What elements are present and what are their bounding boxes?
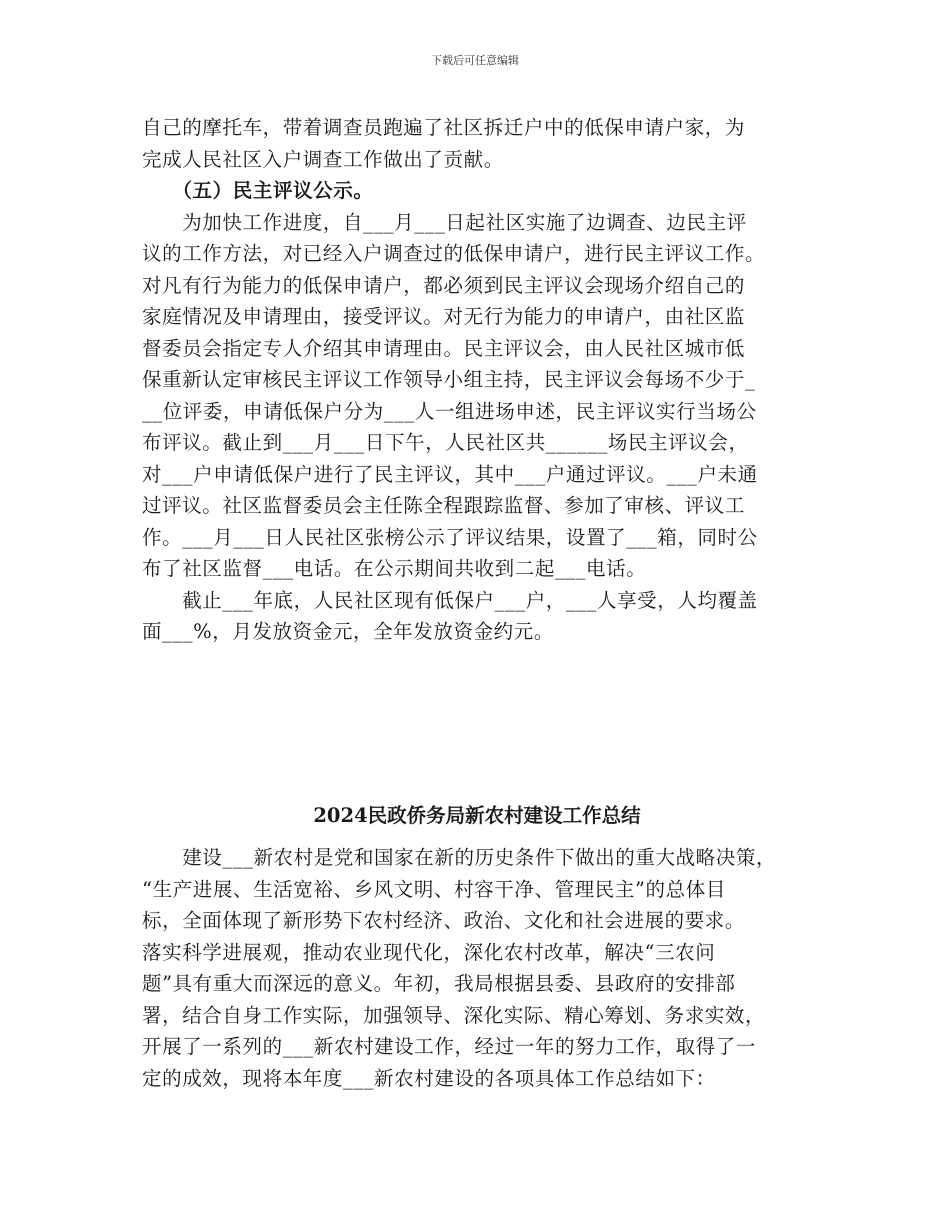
paragraph-line: 为加快工作进度，自___月___日起社区实施了边调查、边民主评 xyxy=(142,210,747,234)
paragraph-line: __位评委，申请低保户分为___人一组进场申述，民主评议实行当场公 xyxy=(142,399,757,423)
paragraph-line: 建设___新农村是党和国家在新的历史条件下做出的重大战略决策， xyxy=(142,846,777,869)
paragraph-line: “生产进展、生活宽裕、乡风文明、村容干净、管理民主”的总体目 xyxy=(142,877,726,901)
paragraph-line: 开展了一系列的___新农村建设工作，经过一年的努力工作，取得了一 xyxy=(142,1035,756,1058)
paragraph-line: 布了社区监督___电话。在公示期间共收到二起___电话。 xyxy=(142,557,647,580)
summary-body xyxy=(142,842,812,1094)
paragraph-line: 定的成效，现将本年度___新农村建设的各项具体工作总结如下： xyxy=(142,1066,716,1090)
section-democratic-review xyxy=(142,112,812,648)
paragraph-line: 过评议。社区监督委员会主任陈全程跟踪监督、参加了审核、评议工 xyxy=(142,494,746,517)
paragraph-line: 议的工作方法，对已经入户调查过的低保申请户，进行民主评议工作。 xyxy=(142,242,766,265)
paragraph-line: 完成人民社区入户调查工作做出了贡献。 xyxy=(142,147,504,171)
paragraph-line: 作。___月___日人民社区张榜公示了评议结果，设置了___箱，同时公 xyxy=(142,525,758,549)
section-heading: （五）民主评议公示。 xyxy=(142,179,374,202)
paragraph-line: 对___户申请低保户进行了民主评议，其中___户通过评议。___户未通 xyxy=(142,462,758,486)
document-title: 2024民政侨务局新农村建设工作总结 xyxy=(313,804,641,827)
paragraph-line: 布评议。截止到___月___日下午，人民社区共______场民主评议会， xyxy=(142,431,749,454)
paragraph-line: 家庭情况及申请理由，接受评议。对无行为能力的申请户，由社区监 xyxy=(142,305,746,328)
paragraph-line: 督委员会指定专人介绍其申请理由。民主评议会，由人民社区城市低 xyxy=(142,336,746,360)
paragraph-line: 署，结合自身工作实际，加强领导、深化实际、精心筹划、务求实效， xyxy=(142,1003,766,1027)
paragraph-line: 题”具有重大而深远的意义。年初，我局根据县委、县政府的安排部 xyxy=(142,972,736,995)
paragraph-line: 落实科学进展观，推动农业现代化，深化农村改革，解决“三农问 xyxy=(142,940,716,964)
paragraph-line: 保重新认定审核民主评议工作领导小组主持，民主评议会每场不少于_ xyxy=(142,368,756,391)
paragraph-line: 标，全面体现了新形势下农村经济、政治、文化和社会进展的要求。 xyxy=(142,909,746,932)
paragraph-line: 面___%，月发放资金元，全年发放资金约元。 xyxy=(142,620,554,643)
paragraph-line: 截止___年底，人民社区现有低保户___户，___人享受，人均覆盖 xyxy=(142,588,758,612)
page-header: 下载后可任意编辑 xyxy=(431,54,519,67)
paragraph-line: 对凡有行为能力的低保申请户，都必须到民主评议会现场介绍自己的 xyxy=(142,273,746,297)
paragraph-line: 自己的摩托车，带着调查员跑遍了社区拆迁户中的低保申请户家，为 xyxy=(142,116,746,139)
